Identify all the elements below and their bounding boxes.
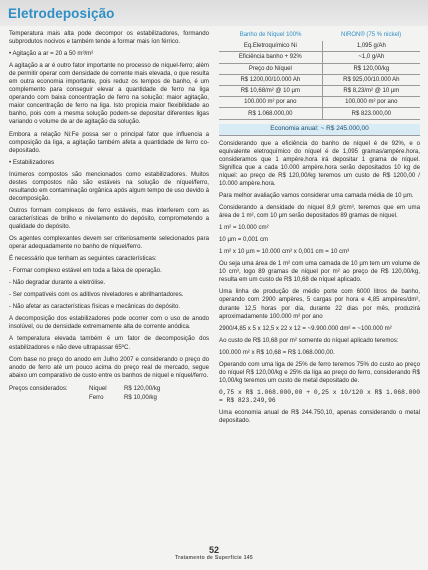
page-footer	[0, 545, 428, 562]
paragraph: Considerando que a eficiência do banho de níquel é de 92%, e o equivalente eletroquímico do níquel é de 1,095 gramas/ampère.hora, consideramos que 1 ampère.hora irá depositar 1 grama de níquel. Significa que a cada 10.000 ampère.hora serão depositados 10 kg de níquel: ao preço de R$ 120,00/kg teremos um custo de R$ 1200,00 / 10.000 ampère.hora.	[219, 139, 420, 187]
paragraph: A temperatura elevada também é um fator de decomposição dos estabilizadores e não deve ultrapassar 65ºC.	[9, 335, 209, 351]
equation: 2900/4,85 x 5 x 12,5 x 22 x 12 = ~9.900.000 dm² = ~100.000 m²	[219, 324, 392, 332]
paragraph: Com base no preço do anodo em Julho 2007 e considerando o preço do anodo de ferro até um pouco acima do preço real de mercado, segue abaixo um comparativo de custo entre os banhos de níquel e níquel/ferro.	[9, 355, 209, 379]
list-item: - Ser compatíveis com os aditivos niveladores e abrilhantadores.	[9, 291, 184, 299]
table-cell: R$ 120,00/kg	[322, 63, 420, 74]
price-material: Ferro	[89, 393, 104, 401]
paragraph: Os agentes complexantes devem ser criteriosamente selecionados para operar adequadamente no banho de níquel/ferro.	[9, 235, 209, 251]
table-cell: R$ 925,00/10.000 Ah	[322, 74, 420, 85]
list-item: - Não afetar as características físicas e mecânicas do depósito.	[9, 303, 181, 311]
cost-formula: 0,75 x R$ 1.068.000,00 + 0,25 x 10/120 x R$ 1.068.000 = R$ 823.249,96	[219, 388, 420, 404]
table-row	[219, 52, 420, 63]
section-title: Eletrodeposição	[8, 6, 115, 21]
cost-comparison-table	[219, 30, 420, 120]
table-cell: 1,095 g/Ah	[322, 41, 420, 52]
table-row	[219, 41, 420, 52]
equation: 10 µm = 0,001 cm	[219, 236, 269, 244]
price-row	[9, 393, 209, 402]
paragraph: É necessário que tenham as seguintes características:	[9, 255, 157, 263]
right-column	[219, 30, 420, 429]
paragraph: Inúmeros compostos são mencionados como estabilizadores. Muitos destes compostos não são estáveis na solução de níquel/ferro, resultando em contaminação orgânica após algum tempo de uso devido à decomposição.	[9, 170, 209, 202]
table-header-row	[219, 30, 420, 41]
table-cell: Eq.Eletroquímico Ni	[219, 41, 322, 52]
table-cell: R$ 1200,00/10.000 Ah	[219, 74, 322, 85]
prices-label: Preços considerados:	[9, 384, 68, 392]
price-row	[9, 384, 209, 393]
paragraph: Temperatura mais alta pode decompor os estabilizadores, formando subprodutos nocivos e também tende a formar mais íon férrico.	[9, 30, 209, 46]
price-value: R$ 120,00/kg	[124, 384, 161, 392]
table-cell: Eficiência banho + 92%	[219, 52, 322, 63]
bullet-heading: • Estabilizadores	[9, 158, 55, 166]
table-row	[219, 63, 420, 74]
paragraph: Ao custo de R$ 10,68 por m² somente do níquel aplicado teremos:	[219, 336, 399, 344]
table-cell: R$ 10,68/m² @ 10 µm	[219, 85, 322, 96]
paragraph: A decomposição dos estabilizadores pode ocorrer com o uso de anodo insolúvel, ou de densidade extremamente alta de corrente anódica.	[9, 315, 209, 331]
table-cell: R$ 823.000,00	[322, 108, 420, 119]
annual-economy-banner: Economia anual: ~ R$ 245.000,00	[219, 124, 420, 136]
paragraph: A agitação a ar é outro fator importante no processo de níquel-ferro; além de permitir operar com densidade de corrente mais elevada, o que resulta em outra economia importante, pois reduz os tempos de banho, é um complemento para conseguir elevar a quantidade de ferro na liga operando com baixa concentração de ferro na solução: maior agitação, maior concentração de ferro na liga. Isto propicia maior flexibilidade ao banho, pois com a mesma solução podem-se depositar diferentes ligas variando o volume de ar de agitação da solução.	[9, 62, 209, 126]
paragraph: Ou seja uma área de 1 m² com uma camada de 10 µm tem um volume de 10 cm³, logo 89 gramas de níquel por m² ao preço de R$ 120,00/kg, resulta em um custo de R$ 10,68 de níquel aplicado.	[219, 260, 420, 284]
list-item: - Não degradar durante a eletrólise.	[9, 279, 106, 287]
table-cell: R$ 8,23/m² @ 10 µm	[322, 85, 420, 96]
paragraph: Considerando a densidade do níquel 8,9 g/cm³, teremos que em uma área de 1 m², com 10 µm serão depositados 89 gramas de níquel.	[219, 204, 420, 220]
journal-name: Tratamento de Superfície 145	[175, 555, 253, 561]
table-row	[219, 85, 420, 96]
equation: 1 m² = 10.000 cm²	[219, 224, 269, 232]
paragraph: Uma economia anual de R$ 244.750,10, apenas considerando o metal depositado.	[219, 409, 420, 425]
paragraph: Para melhor avaliação vamos considerar uma camada média de 10 µm.	[219, 192, 414, 200]
table-row	[219, 97, 420, 108]
prices-block	[9, 384, 209, 402]
page-header	[0, 0, 428, 26]
price-value: R$ 10,00/kg	[124, 393, 157, 401]
paragraph: Operando com uma liga de 25% de ferro teremos 75% do custo ao preço do níquel R$ 120,00/kg e 25% da liga ao preço do ferro, considerando R$ 10,00/kg teremos um custo de metal depositado de.	[219, 360, 420, 384]
table-header: Banho de Níquel 100%	[239, 32, 302, 38]
left-column	[9, 30, 209, 402]
table-cell: Preço do Níquel	[219, 63, 322, 74]
list-item: - Formar complexo estável em toda a faixa de operação.	[9, 267, 162, 275]
table-cell: 100.000 m² por ano	[322, 97, 420, 108]
table-row	[219, 74, 420, 85]
table-cell: ~1,0 g/Ah	[322, 52, 420, 63]
equation: 1 m² x 10 µm = 10.000 cm² x 0,001 cm = 10 cm³	[219, 248, 350, 256]
table-cell: R$ 1.068.000,00	[219, 108, 322, 119]
table-cell: 100.000 m² por ano	[219, 97, 322, 108]
price-material: Níquel	[89, 384, 107, 392]
table-row	[219, 108, 420, 119]
page-number: 52	[208, 545, 219, 555]
paragraph: Uma linha de produção de médio porte com 6000 litros de banho, operando com 2900 ampères, 5 cargas por hora e 4,85 ampères/dm², durante 12,5 horas por dia, durante 22 dias por mês, produzirá aproximadamente 100.000 m² por ano	[219, 288, 420, 320]
paragraph: Embora a relação Ni:Fe possa ser o principal fator que influencia a composição da liga, a agitação também afeta a quantidade de ferro co-depositado.	[9, 130, 209, 154]
equation: 100.000 m² x R$ 10,68 = R$ 1.068.000,00.	[219, 348, 335, 356]
bullet-heading: • Agitação a ar = 20 a 50 m³/m²	[9, 50, 94, 58]
paragraph: Outros formam complexos de ferro estáveis, mas interferem com as características de brilho e nivelamento do depósito, comprometendo a qualidade do depósito.	[9, 206, 209, 230]
table-header: NIRON® (75 % nickel)	[341, 32, 402, 38]
